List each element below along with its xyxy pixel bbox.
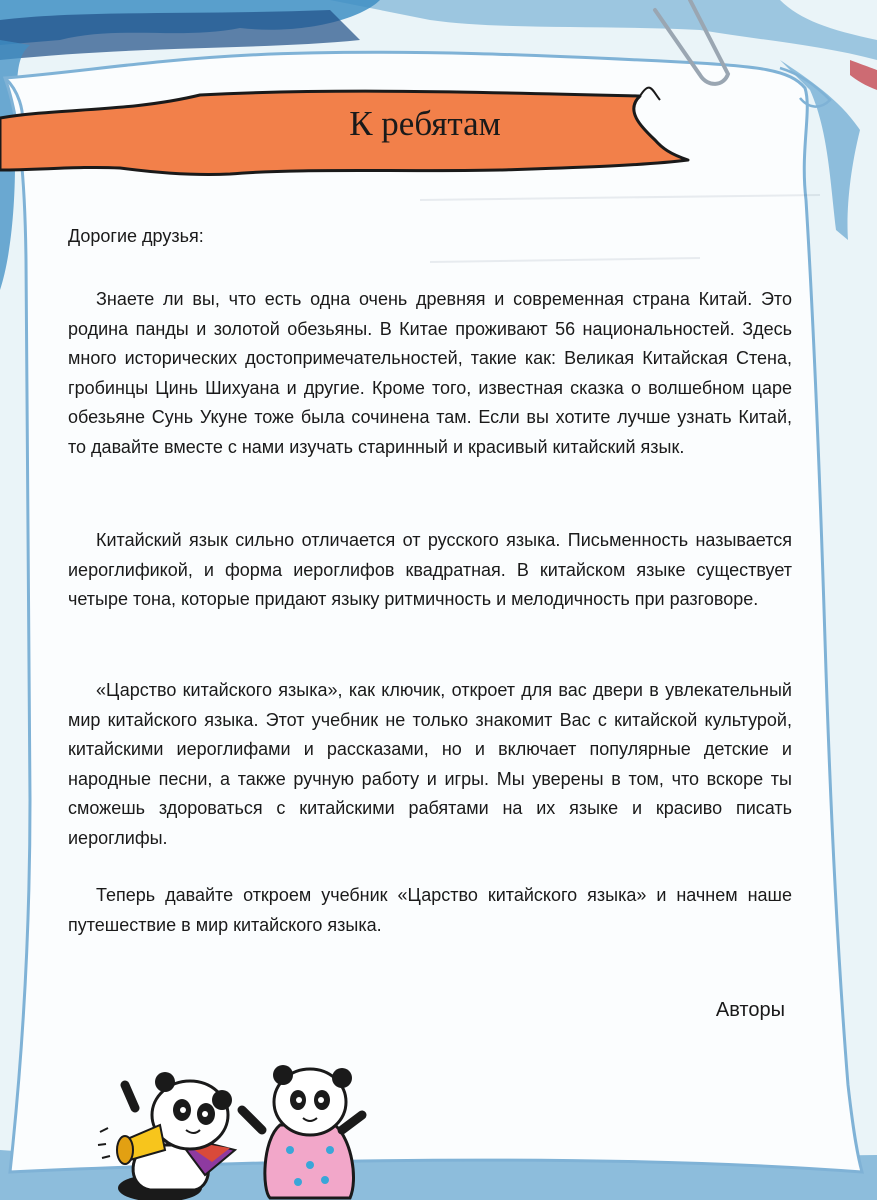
signature: Авторы bbox=[715, 999, 785, 1021]
greeting: Дорогие друзья: bbox=[68, 226, 204, 246]
page-title: К ребятам bbox=[349, 104, 501, 143]
paragraph-3: «Царство китайского языка», как ключик, откроет для вас двери в увлекательный мир китайского языка. Этот учебник не только знакомит Вас с китайской культурой, китайскими иероглифами и рассказами, но и включает популярные детские и народные песни, а также ручную работу и игры. Мы уверены в том, что вскоре ты сможешь здороваться с китайскими рабятами на их языке и красиво писать иероглифы. bbox=[68, 680, 792, 848]
paragraph-1: Знаете ли вы, что есть одна очень древняя и современная страна Китай. Это родина панды и золотой обезьяны. В Китае проживают 56 национальностей. Здесь много исторических достопримечательностей, такие как: Великая Китайская Стена, гробинцы Цинь Шихуана и другие. Кроме того, известная сказка о волшебном царе обезьяне Сунь Укуне тоже была сочинена там. Если вы хотите лучше узнать Китай, то давайте вместе с нами изучать старинный и красивый китайский язык. bbox=[68, 289, 792, 457]
paragraph-2: Китайский язык сильно отличается от русского языка. Письменность называется иероглификой, и форма иероглифов квадратная. В китайском языке существует четыре тона, которые придают языку ритмичность и мелодичность при разговоре. bbox=[68, 530, 792, 609]
paragraph-4: Теперь давайте откроем учебник «Царство китайского языка» и начнем наше путешествие в мир китайского языка. bbox=[68, 885, 792, 935]
